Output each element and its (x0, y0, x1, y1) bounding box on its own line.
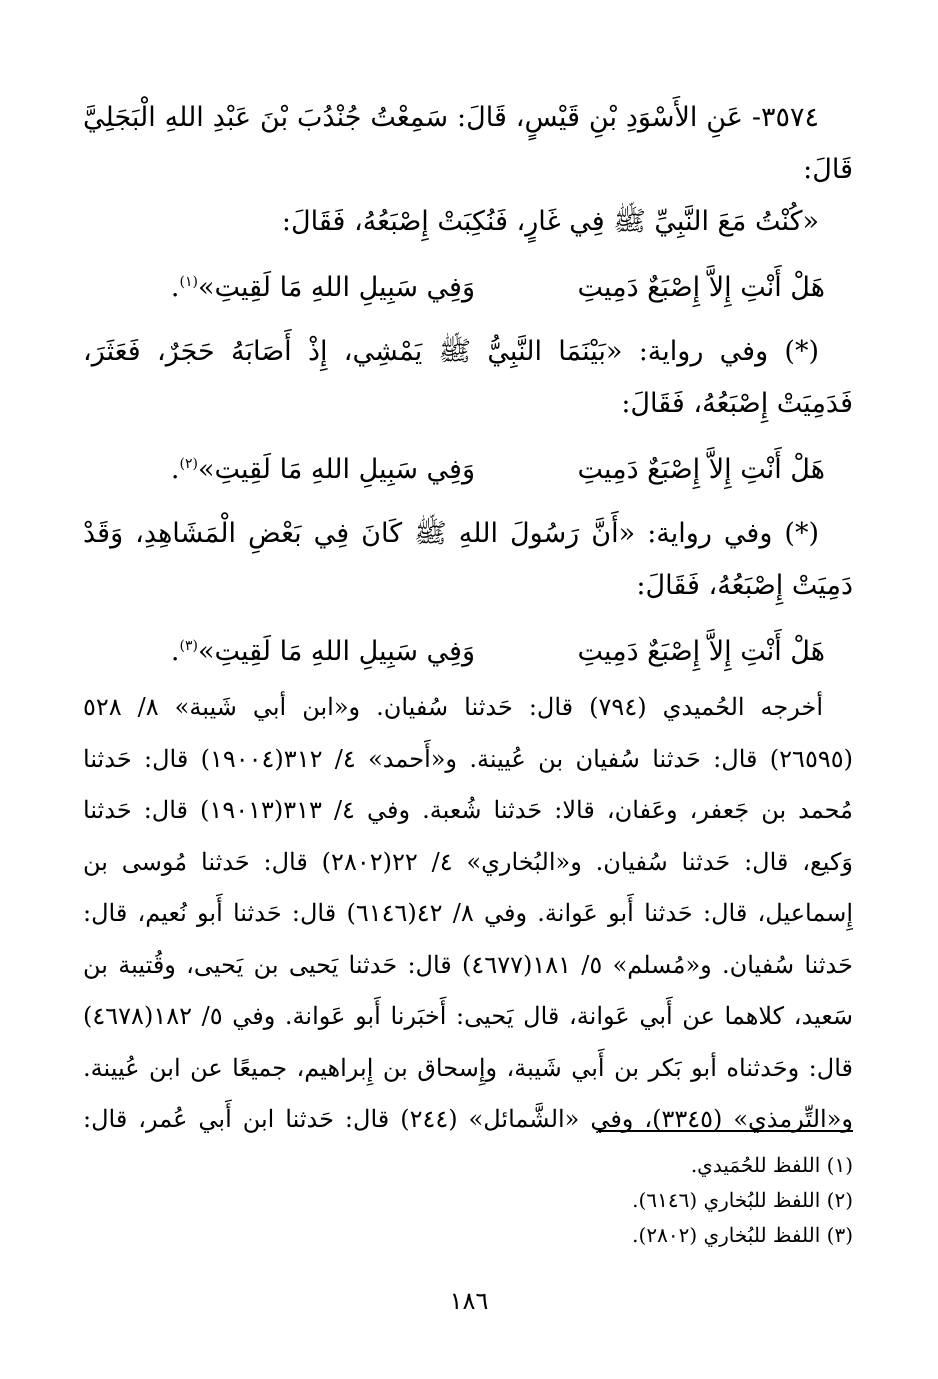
verse-first-hemistich: هَلْ أَنْتِ إِلاَّ إِصْبَعٌ دَمِيتِ (577, 636, 825, 667)
footnote-item: (١) اللفظ للحُمَيدي. (690, 1153, 853, 1177)
verse-line (83, 624, 853, 680)
verse-line (83, 260, 853, 316)
takhrij-line: حَدثنا سُفيان. و«مُسلم» ٥/ ١٨١(٤٦٧٧) قال: حَدثنا يَحيى بن يَحيى، وقُتيبة بن (83, 950, 853, 979)
takhrij-line: وَكيع، قال: حَدثنا سُفيان. و«البُخاري» ٤/ ٢٢(٢٨٠٢) قال: حَدثنا مُوسى بن (83, 847, 853, 876)
verse-second-text: وَفِي سَبِيلِ اللهِ مَا لَقِيتِ» (197, 454, 475, 485)
verse-first-hemistich: هَلْ أَنْتِ إِلاَّ إِصْبَعٌ دَمِيتِ (577, 454, 825, 485)
takhrij-line: قال: وحَدثناه أبو بَكر بن أَبي شَيبة، وإِسحاق بن إِبراهيم، جميعًا عن ابن عُيينة. (83, 1053, 853, 1082)
verse-end: . (170, 454, 180, 485)
footnote-ref: (٣) (179, 638, 198, 654)
takhrij-line: (٢٦٥٩٥) قال: حَدثنا سُفيان بن عُيينة. و«أَحمد» ٤/ ٣١٢(١٩٠٠٤) قال: حَدثنا (83, 744, 853, 773)
verse-second-text: وَفِي سَبِيلِ اللهِ مَا لَقِيتِ» (197, 636, 475, 667)
takhrij-paragraph (83, 682, 853, 1146)
verse-first-hemistich: هَلْ أَنْتِ إِلاَّ إِصْبَعٌ دَمِيتِ (577, 272, 825, 303)
verse-second-hemistich (171, 260, 475, 316)
riwaya-paragraph: (*) وفي رواية: «بَيْنَمَا النَّبِيُّ ﷺ يَمْشِي، إِذْ أَصَابَهُ حَجَرٌ، فَعَثَرَ، فَدَمِيَتْ إِصْبَعُهُ، فَقَالَ: (83, 336, 853, 419)
hadith-number: ٣٥٧٤- (751, 102, 819, 133)
footnote-divider (598, 1130, 853, 1132)
isnad-text: عَنِ الأَسْوَدِ بْنِ قَيْسٍ، قَالَ: سَمِعْتُ جُنْدُبَ بْنَ عَبْدِ اللهِ الْبَجَلِيَّ قَالَ: (83, 102, 853, 185)
footnote-item: (٢) اللفظ للبُخاري (٦١٤٦). (632, 1188, 853, 1212)
takhrij-line: إِسماعيل، قال: حَدثنا أَبو عَوانة. وفي ٨/ ٤٢(٦١٤٦) قال: حَدثنا أَبو نُعيم، قال: (83, 899, 853, 927)
verse-end: . (170, 636, 180, 667)
verse-end: . (170, 272, 180, 303)
footnote-ref: (٢) (179, 456, 198, 472)
footnote-item: (٣) اللفظ للبُخاري (٢٨٠٢). (632, 1223, 853, 1247)
hadith-block (83, 92, 853, 690)
takhrij-line: و«التِّرمِذي» (٣٣٤٥)، وفي «الشَّمائل» (٢٤٤) قال: حَدثنا ابن أَبي عُمر، قال: (83, 1105, 853, 1133)
takhrij-line: سَعيد، كلاهما عن أَبي عَوانة، قال يَحيى: أَخبَرنا أَبو عَوانة. وفي ٥/ ١٨٢(٤٦٧٨) (83, 1002, 853, 1030)
footnote-ref: (١) (179, 274, 198, 290)
verse-second-text: وَفِي سَبِيلِ اللهِ مَا لَقِيتِ» (197, 272, 475, 303)
takhrij-line: مُحمد بن جَعفر، وعَفان، قالا: حَدثنا شُعبة. وفي ٤/ ٣١٣(١٩٠١٣) قال: حَدثنا (83, 796, 853, 824)
footnotes (83, 1148, 853, 1253)
hadith-isnad (83, 92, 853, 196)
riwaya-paragraph: (*) وفي رواية: «أَنَّ رَسُولَ اللهِ ﷺ كَانَ فِي بَعْضِ الْمَشَاهِدِ، وَقَدْ دَمِيَتْ إِصْبَعُهُ، فَقَالَ: (83, 518, 853, 601)
verse-second-hemistich (171, 624, 475, 680)
verse-line (83, 442, 853, 498)
page-number: ١٨٦ (449, 1287, 489, 1315)
verse-second-hemistich (171, 442, 475, 498)
takhrij-line: أخرجه الحُميدي (٧٩٤) قال: حَدثنا سُفيان. و«ابن أبي شَيبة» ٨/ ٥٢٨ (83, 693, 824, 721)
hadith-matn: «كُنْتُ مَعَ النَّبِيِّ ﷺ فِي غَارٍ، فَنُكِبَتْ إِصْبَعُهُ، فَقَالَ: (281, 206, 819, 237)
